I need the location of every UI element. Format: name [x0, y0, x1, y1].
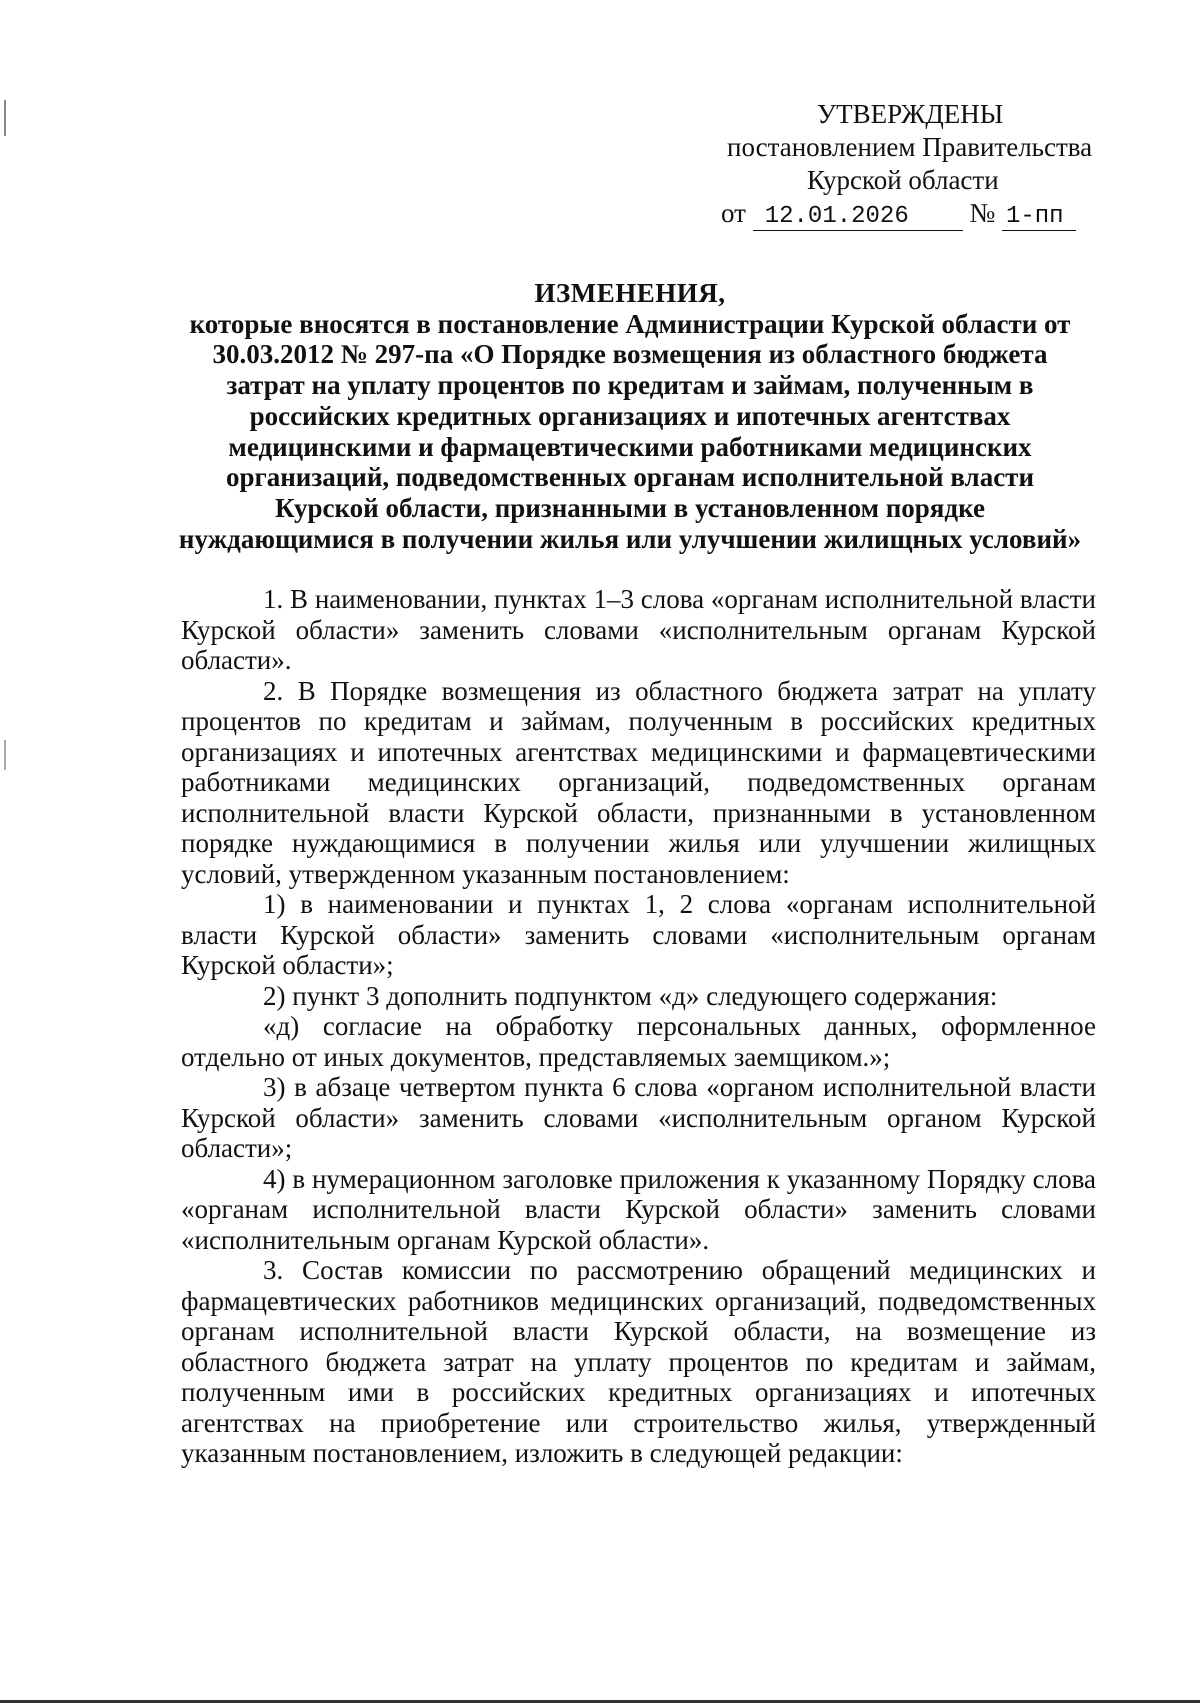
- subtitle-line: которые вносятся в постановление Администрации Курской области от: [189, 308, 1071, 339]
- paragraph-item-3: 3. Состав комиссии по рассмотрению обращений медицинских и фармацевтических работников медицинских организаций, подведомственных органам исполнительной власти Курской области, на возмещение из областного бюджета затрат на уплату процентов по кредитам и займам, полученным ими в российских кредитных организациях и ипотечных агентствах на приобретение или строительство жилья, утвержденный указанным постановлением, изложить в следующей редакции:: [181, 1255, 1096, 1468]
- approval-date: 12.01.2026: [753, 204, 963, 231]
- approval-stamp: [700, 98, 1100, 231]
- date-prefix: от: [721, 198, 746, 228]
- number-prefix: №: [969, 198, 996, 228]
- subtitle-line: 30.03.2012 № 297-па «О Порядке возмещения из областного бюджета: [212, 339, 1048, 370]
- paragraph-item-2: 2. В Порядке возмещения из областного бюджета затрат на уплату процентов по кредитам и займам, полученным в российских кредитных организациях и ипотечных агентствах медицинскими и фармацевтическими работниками медицинских организаций, подведомственных органам исполнительной власти Курской области, признанными в установленном порядке нуждающимися в получении жилья или улучшении жилищных условий, утвержденном указанным постановлением:: [181, 675, 1096, 889]
- scan-margin-mark: [4, 100, 6, 136]
- approval-date-line: [700, 197, 1100, 231]
- subtitle-line: Курской области, признанными в установленном порядке: [275, 492, 985, 523]
- subparagraph-2: 2) пункт 3 дополнить подпунктом «д» следующего содержания:: [263, 980, 998, 1011]
- document-title: ИЗМЕНЕНИЯ,: [534, 278, 726, 308]
- approval-number: 1-пп: [1002, 204, 1076, 231]
- document-body: [181, 584, 1096, 1469]
- paragraph-item-1: 1. В наименовании, пунктах 1–3 слова «органам исполнительной власти Курской области» заменить словами «исполнительным органам Курской области».: [181, 584, 1096, 675]
- scan-margin-mark: [4, 740, 6, 770]
- subtitle-line: нуждающимися в получении жилья или улучшении жилищных условий»: [178, 523, 1082, 554]
- approval-issuer: постановлением Правительства: [727, 132, 1093, 162]
- document-heading: [160, 278, 1100, 554]
- subtitle-line: организаций, подведомственных органам исполнительной власти: [225, 462, 1035, 493]
- subtitle-line: российских кредитных организациях и ипотечных агентствах: [249, 400, 1011, 431]
- approval-region: Курской области: [807, 165, 999, 195]
- subparagraph-3: 3) в абзаце четвертом пункта 6 слова «органом исполнительной власти Курской области» заменить словами «исполнительным органом Курской области»;: [181, 1072, 1096, 1163]
- subparagraph-1: 1) в наименовании и пунктах 1, 2 слова «органам исполнительной власти Курской области» заменить словами «исполнительным органам Курской области»;: [181, 889, 1096, 980]
- approval-title: УТВЕРЖДЕНЫ: [817, 99, 1004, 129]
- subparagraph-d-text: «д) согласие на обработку персональных данных, оформленное отдельно от иных документов, представляемых заемщиком.»;: [181, 1011, 1096, 1072]
- scan-bottom-edge: [0, 1700, 1200, 1703]
- subtitle-line: медицинскими и фармацевтическими работниками медицинских: [228, 431, 1032, 462]
- subtitle-line: затрат на уплату процентов по кредитам и займам, полученным в: [226, 370, 1034, 401]
- subparagraph-4: 4) в нумерационном заголовке приложения к указанному Порядку слова «органам исполнительной власти Курской области» заменить словами «исполнительным органам Курской области».: [181, 1163, 1096, 1255]
